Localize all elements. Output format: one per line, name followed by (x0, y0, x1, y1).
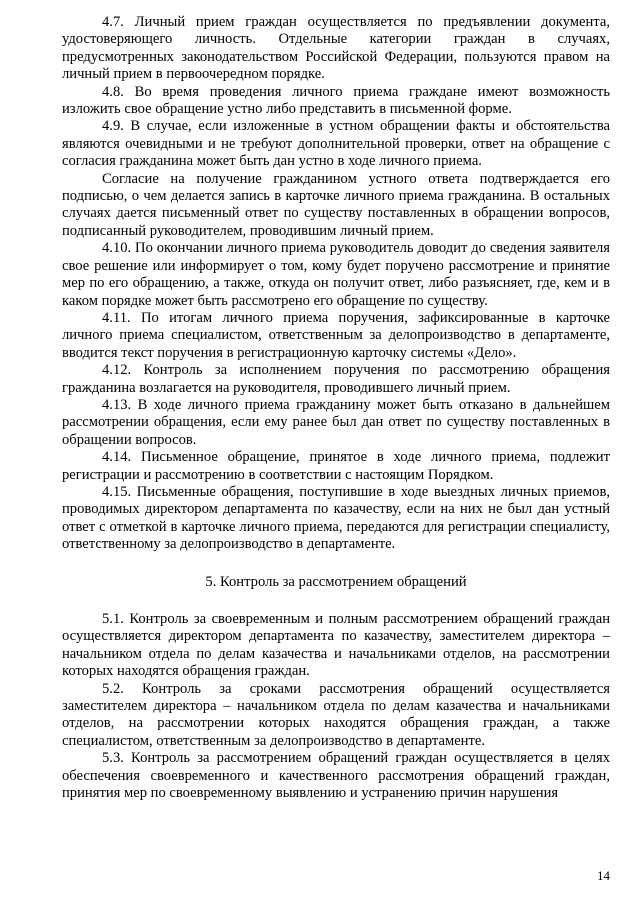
document-page (62, 14, 610, 802)
paragraph-5-2: 5.2. Контроль за сроками рассмотрения обращений осуществляется заместителем директора – начальником отдела по делам казачества и начальниками отделов, на рассмотрении которых находятся обращения граждан, а также специалистом, ответственным за делопроизводство в департаменте. (62, 680, 610, 749)
paragraph-4-14: 4.14. Письменное обращение, принятое в ходе личного приема, подлежит регистрации и рассмотрению в соответствии с настоящим Порядком. (62, 449, 610, 483)
section-heading: 5. Контроль за рассмотрением обращений (205, 573, 467, 590)
paragraph-4-9-consent: Согласие на получение гражданином устного ответа подтверждается его подписью, о чем делается запись в карточке личного приема гражданина. В остальных случаях дается письменный ответ по существу поставленных в обращении вопросов, подписанный руководителем, проводившим личный прием. (62, 170, 610, 239)
paragraph-4-8: 4.8. Во время проведения личного приема граждане имеют возможность изложить свое обращение устно либо представить в письменной форме. (62, 83, 610, 118)
paragraph-5-3: 5.3. Контроль за рассмотрением обращений граждан осуществляется в целях обеспечения своевременного и качественного рассмотрения обращений граждан, принятия мер по своевременному выявлению и устранению причин нарушения (62, 750, 610, 802)
paragraph-4-7: 4.7. Личный прием граждан осуществляется по предъявлении документа, удостоверяющего личность. Отдельные категории граждан в случаях, предусмотренных законодательством Российской Федерации, пользуются правом на личный прием в первоочередном порядке. (62, 14, 610, 83)
paragraph-4-15: 4.15. Письменные обращения, поступившие в ходе выездных личных приемов, проводимых директором департамента по казачеству, если на них не был дан устный ответ с отметкой в карточке личного приема, передаются для регистрации специалисту, ответственному за делопроизводство в департаменте. (62, 483, 610, 553)
paragraph-4-11: 4.11. По итогам личного приема поручения, зафиксированные в карточке личного приема специалистом, ответственным за делопроизводство в департаменте, вводится текст поручения в регистрационную карточку системы «Дело». (62, 309, 610, 361)
paragraph-4-9: 4.9. В случае, если изложенные в устном обращении факты и обстоятельства являются очевидными и не требуют дополнительной проверки, ответ на обращение с согласия гражданина может быть дан устно в ходе личного приема. (62, 118, 610, 170)
paragraph-4-10: 4.10. По окончании личного приема руководитель доводит до сведения заявителя свое решение или информирует о том, кому будет поручено рассмотрение и принятие мер по его обращению, а также, откуда он получит ответ, либо разъясняет, где, кем и в каком порядке может быть рассмотрено его обращение по существу. (62, 240, 610, 309)
page-number: 14 (597, 868, 610, 883)
paragraph-5-1: 5.1. Контроль за своевременным и полным рассмотрением обращений граждан осуществляется директором департамента по казачеству, заместителем директора – начальником отдела по делам казачества и начальниками отделов, на рассмотрении которых находятся обращения граждан. (62, 611, 610, 680)
paragraph-4-12: 4.12. Контроль за исполнением поручения по рассмотрению обращения гражданина возлагается на руководителя, проводившего личный прием. (62, 362, 610, 396)
paragraph-4-13: 4.13. В ходе личного приема гражданину может быть отказано в дальнейшем рассмотрении обращения, если ему ранее был дан ответ по существу поставленных в обращении вопросов. (62, 396, 610, 448)
